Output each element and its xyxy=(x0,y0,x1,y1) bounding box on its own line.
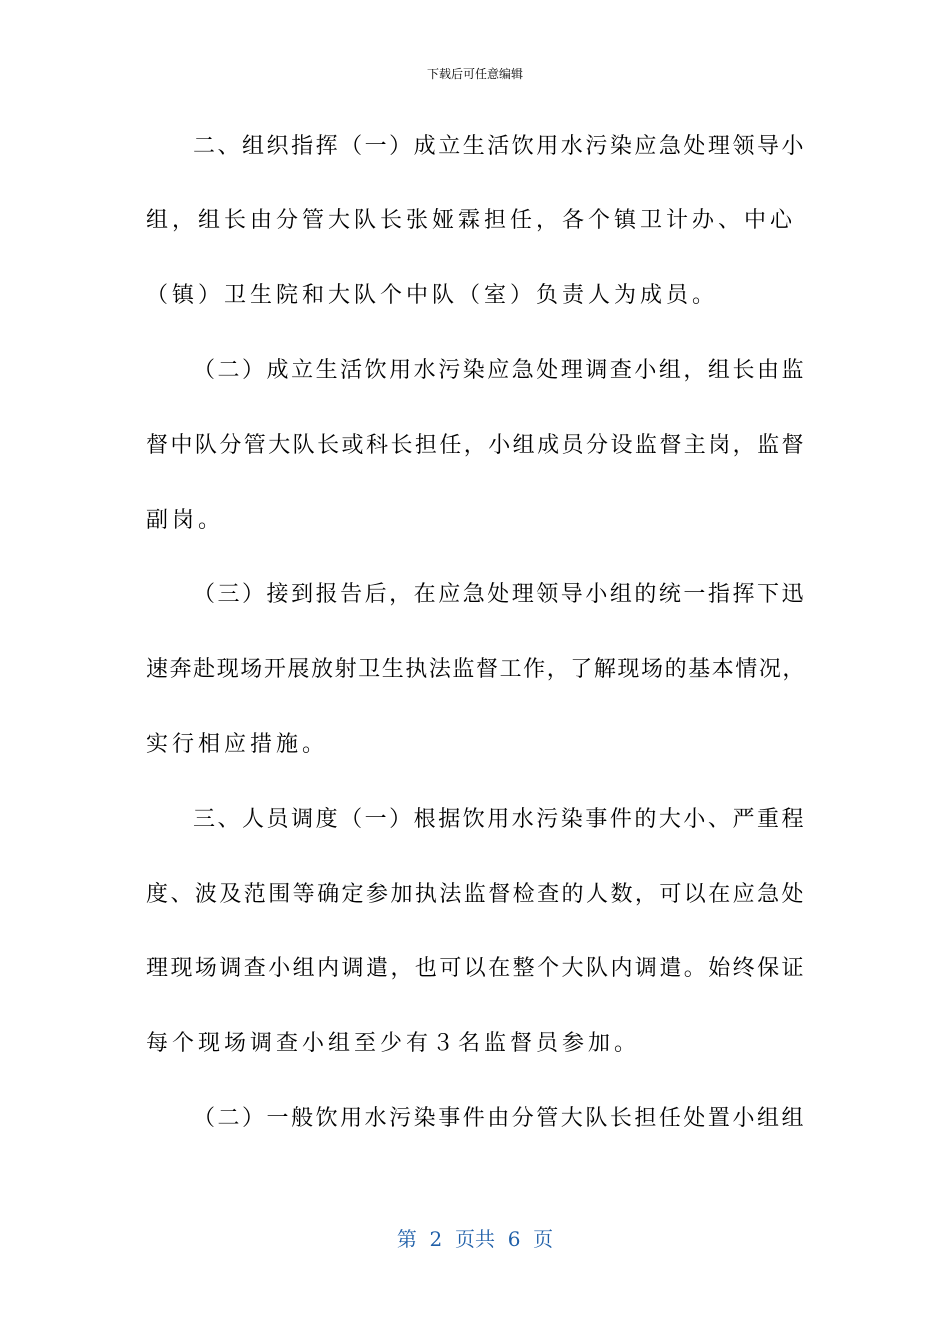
page-header: 下载后可任意编辑 xyxy=(426,67,523,81)
paragraph-line: 副岗。 xyxy=(146,508,225,533)
paragraph-line: 理现场调查小组内调遣，也可以在整个大队内调遣。始终保证 xyxy=(146,956,807,981)
paragraph-line: 实行相应措施。 xyxy=(146,732,329,757)
paragraph-line: （镇）卫生院和大队个中队（室）负责人为成员。 xyxy=(146,283,719,308)
paragraph-line: （二）成立生活饮用水污染应急处理调查小组，组长由监 xyxy=(193,358,807,383)
paragraph-line: 组，组长由分管大队长张娅霖担任，各个镇卫计办、中心 xyxy=(146,208,797,233)
paragraph-line: 三、人员调度（一）根据饮用水污染事件的大小、严重程 xyxy=(193,807,807,832)
page-number-footer: 第 2 页共 6 页 xyxy=(396,1227,554,1251)
paragraph-line: 督中队分管大队长或科长担任，小组成员分设监督主岗，监督 xyxy=(146,433,807,458)
paragraph-line: 速奔赴现场开展放射卫生执法监督工作，了解现场的基本情况， xyxy=(146,657,807,682)
paragraph-line: 二、组织指挥（一）成立生活饮用水污染应急处理领导小 xyxy=(193,134,807,159)
paragraph-line: 度、波及范围等确定参加执法监督检查的人数，可以在应急处 xyxy=(146,882,807,907)
paragraph-line: 每个现场调查小组至少有３名监督员参加。 xyxy=(146,1031,641,1056)
paragraph-line: （二）一般饮用水污染事件由分管大队长担任处置小组组 xyxy=(193,1106,807,1131)
paragraph-line: （三）接到报告后，在应急处理领导小组的统一指挥下迅 xyxy=(193,582,807,607)
